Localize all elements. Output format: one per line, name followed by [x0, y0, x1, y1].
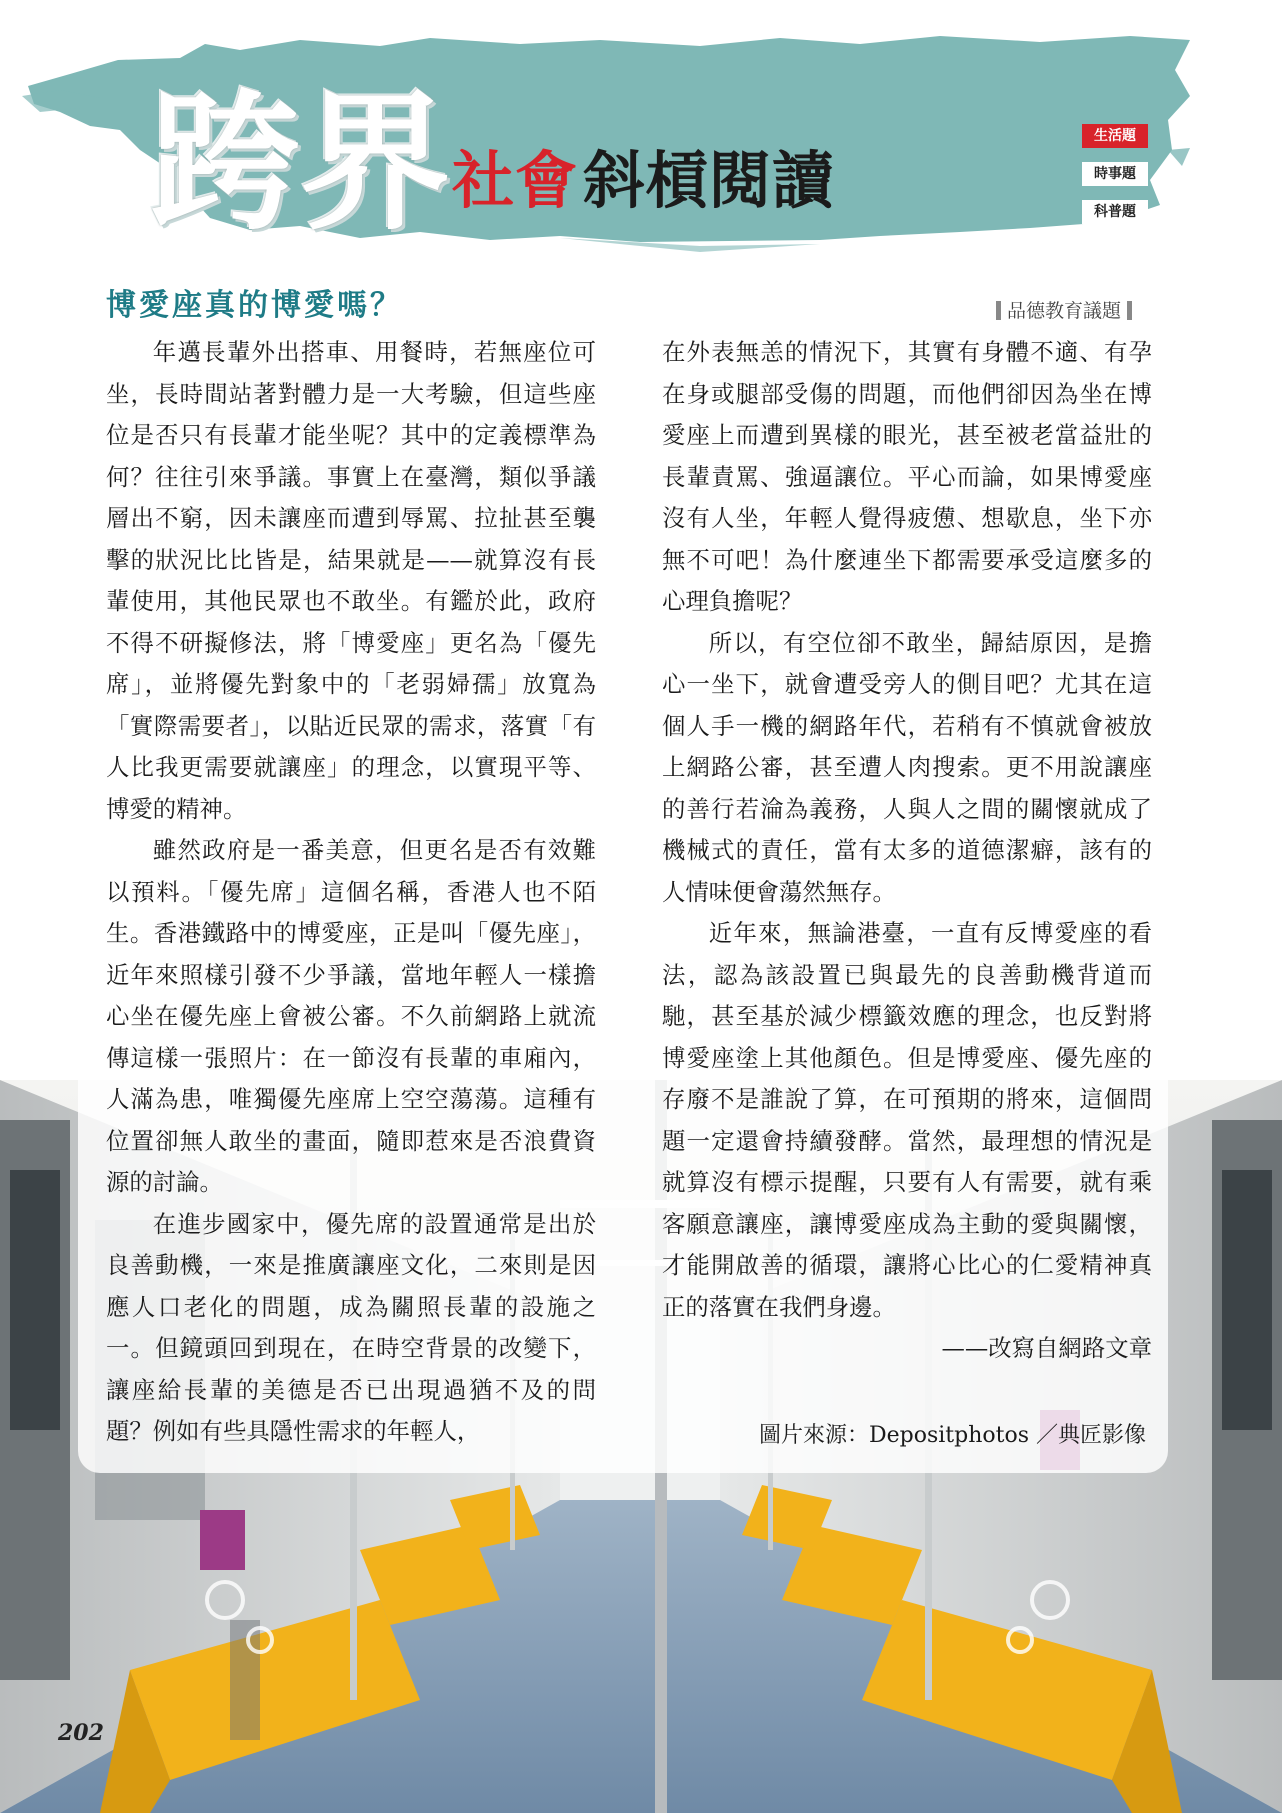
category-tag-science: 科普題 [1082, 200, 1148, 224]
paragraph: 在進步國家中，優先席的設置通常是出於良善動機，一來是推廣讓座文化，二來則是因應人口老化的問題，成為關照長輩的設施之一。但鏡頭回到現在，在時空背景的改變下，讓座給長輩的美德是否已出現過猶不及的問題？例如有些具隱性需求的年輕人， [106, 1209, 596, 1445]
category-tag-life: 生活題 [1082, 124, 1148, 148]
topic-bar-left [996, 301, 1001, 320]
paragraph: 在外表無恙的情況下，其實有身體不適、有孕在身或腿部受傷的問題，而他們卻因為坐在博愛座上而遭到異樣的眼光，甚至被老當益壯的長輩責罵、強逼讓位。平心而論，如果博愛座沒有人坐，年輕人覺得疲憊、想歇息，坐下亦無不可吧！為什麼連坐下都需要承受這麼多的心理負擔呢？ [662, 338, 1152, 615]
paragraph: 年邁長輩外出搭車、用餐時，若無座位可坐，長時間站著對體力是一大考驗，但這些座位是否只有長輩才能坐呢？其中的定義標準為何？往往引來爭議。事實上在臺灣，類似爭議層出不窮，因未讓座而遭到辱罵、拉扯甚至襲擊的狀況比比皆是，結果就是——就算沒有長輩使用，其他民眾也不敢坐。有鑑於此，政府不得不研擬修法，將「博愛座」更名為「優先席」，並將優先對象中的「老弱婦孺」放寬為「實際需要者」，以貼近民眾的需求，落實「有人比我更需要就讓座」的理念，以實現平等、博愛的精神。 [106, 338, 596, 823]
article-column-right [662, 332, 1152, 1370]
topic-text: 品德教育議題 [1007, 300, 1122, 322]
topic-bar-right [1127, 301, 1132, 320]
subtitle-social: 社會 [452, 144, 579, 217]
paragraph: 近年來，無論港臺，一直有反博愛座的看法，認為該設置已與最先的良善動機背道而馳，甚至基於減少標籤效應的理念，也反對將博愛座塗上其他顏色。但是博愛座、優先座的存廢不是誰說了算，在可預期的將來，這個問題一定還會持續發酵。當然，最理想的情況是就算沒有標示提醒，只要有人有需要，就有乘客願意讓座，讓博愛座成為主動的愛與關懷，才能開啟善的循環，讓將心比心的仁愛精神真正的落實在我們身邊。 [662, 919, 1152, 1321]
title-character-jie: 界 [300, 75, 445, 251]
paragraph: 所以，有空位卻不敢坐，歸結原因，是擔心一坐下，就會遭受旁人的側目吧？尤其在這個人手一機的網路年代，若稍有不慎就會被放上網路公審，甚至遭人肉搜索。更不用說讓座的善行若淪為義務，人與人之間的關懷就成了機械式的責任，當有太多的道德潔癖，該有的人情味便會蕩然無存。 [662, 628, 1152, 906]
article-column-left [106, 332, 596, 1453]
topic-label [990, 296, 1138, 323]
category-tag-current-events: 時事題 [1082, 162, 1148, 186]
photo-credit: 圖片來源：Depositphotos ／典匠影像 [758, 1423, 1146, 1448]
subtitle-slash-reading: 斜槓閱讀 [583, 144, 836, 217]
title-character-kua: 跨 [150, 75, 295, 251]
page-number: 202 [58, 1720, 104, 1746]
source-attribution: ——改寫自網路文章 [941, 1334, 1152, 1362]
paragraph: 雖然政府是一番美意，但更名是否有效難以預料。「優先席」這個名稱，香港人也不陌生。香港鐵路中的博愛座，正是叫「優先座」，近年來照樣引發不少爭議，當地年輕人一樣擔心坐在優先座上會被公審。不久前網路上就流傳這樣一張照片：在一節沒有長輩的車廂內，人滿為患，唯獨優先座席上空空蕩蕩。這種有位置卻無人敢坐的畫面，隨即惹來是否浪費資源的討論。 [106, 836, 596, 1196]
article-title: 博愛座真的博愛嗎？ [106, 288, 403, 323]
